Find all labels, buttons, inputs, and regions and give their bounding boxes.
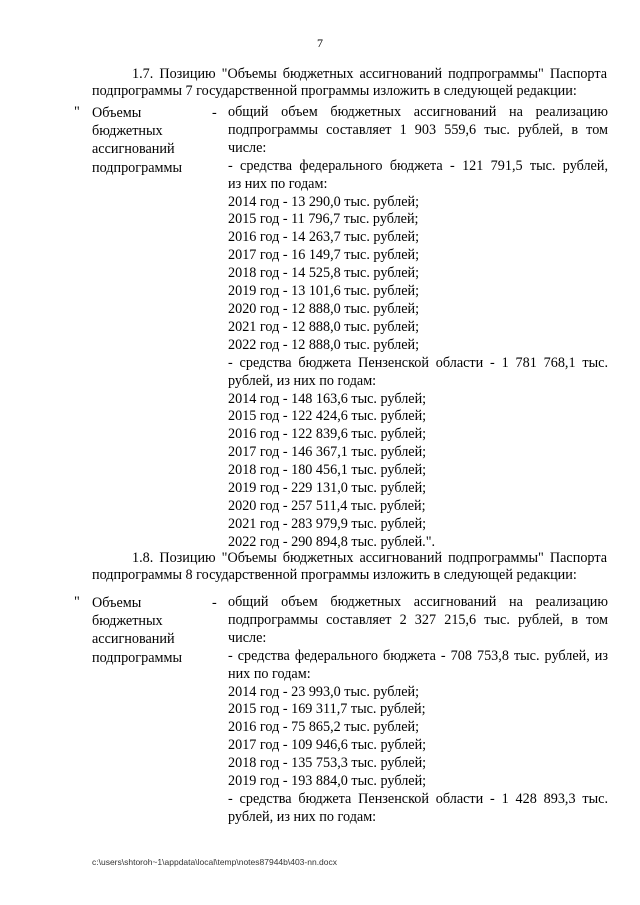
text-line: 2015 год - 122 424,6 тыс. рублей; (228, 408, 427, 425)
opening-quote: " (74, 594, 80, 610)
text-line: - средства бюджета Пензенской области - 1 428 893,3 тыс. (228, 790, 608, 807)
text-line: 2020 год - 257 511,4 тыс. рублей; (228, 497, 426, 514)
text-line: общий объем бюджетных ассигнований на реализацию (228, 104, 608, 120)
text-line: 2021 год - 283 979,9 тыс. рублей; (228, 515, 427, 532)
text-line: 2019 год - 13 101,6 тыс. рублей; (228, 283, 420, 300)
file-path-footer: c:\users\shtoroh~1\appdata\local\temp\notes87944b\403-nn.docx (92, 857, 338, 867)
text-line: 2018 год - 135 753,3 тыс. рублей; (228, 755, 427, 772)
label-line: ассигнований (92, 141, 175, 158)
text-line: 2016 год - 14 263,7 тыс. рублей; (228, 229, 420, 246)
dash-separator: - (212, 595, 217, 611)
intro-line: подпрограммы 8 государственной программы изложить в следующей редакции: (92, 567, 577, 583)
label-line: бюджетных (92, 123, 163, 140)
text-line: 2021 год - 12 888,0 тыс. рублей; (228, 318, 420, 335)
label-line: подпрограммы (92, 159, 182, 176)
text-line: из них по годам: (228, 175, 328, 192)
value-column (228, 104, 608, 552)
text-line: 2018 год - 180 456,1 тыс. рублей; (228, 462, 427, 479)
text-line: - средства федерального бюджета - 708 753,8 тыс. рублей, из (228, 647, 608, 664)
label-line: ассигнований (92, 631, 175, 648)
text-line: 2014 год - 13 290,0 тыс. рублей; (228, 193, 420, 210)
text-line: числе: (228, 629, 267, 646)
text-line: - средства федерального бюджета - 121 791,5 тыс. рублей, (228, 157, 608, 174)
intro-line: подпрограммы 7 государственной программы изложить в следующей редакции: (92, 83, 577, 99)
label-line: Объемы (92, 105, 142, 121)
text-line: числе: (228, 139, 267, 156)
text-line: 2016 год - 122 839,6 тыс. рублей; (228, 426, 427, 443)
section-1-8-intro (92, 550, 607, 584)
page-number: 7 (317, 36, 323, 50)
opening-quote: " (74, 104, 80, 120)
text-line: рублей, из них по годам: (228, 808, 377, 825)
text-line: них по годам: (228, 665, 311, 682)
value-column (228, 594, 608, 827)
text-line: 2019 год - 229 131,0 тыс. рублей; (228, 480, 427, 497)
text-line: подпрограммы составляет 2 327 215,6 тыс. рублей, в том (228, 611, 608, 628)
label-column (92, 104, 202, 177)
text-line: 2014 год - 23 993,0 тыс. рублей; (228, 683, 420, 700)
text-line: 2015 год - 11 796,7 тыс. рублей; (228, 211, 419, 228)
text-line: 2020 год - 12 888,0 тыс. рублей; (228, 300, 420, 317)
text-line: 2022 год - 12 888,0 тыс. рублей; (228, 336, 420, 353)
intro-line: 1.8. Позицию "Объемы бюджетных ассигнований подпрограммы" Паспорта (132, 550, 607, 566)
text-line: 2017 год - 109 946,6 тыс. рублей; (228, 737, 427, 754)
intro-line: 1.7. Позицию "Объемы бюджетных ассигнований подпрограммы" Паспорта (132, 66, 607, 82)
label-line: бюджетных (92, 613, 163, 630)
label-line: подпрограммы (92, 649, 182, 666)
text-line: 2017 год - 16 149,7 тыс. рублей; (228, 247, 420, 264)
text-line: - средства бюджета Пензенской области - 1 781 768,1 тыс. (228, 354, 608, 371)
dash-separator: - (212, 105, 217, 121)
text-line: 2019 год - 193 884,0 тыс. рублей; (228, 773, 427, 790)
text-line: рублей, из них по годам: (228, 372, 377, 389)
text-line: подпрограммы составляет 1 903 559,6 тыс. рублей, в том (228, 121, 608, 138)
section-1-7-intro (92, 66, 607, 100)
text-line: 2015 год - 169 311,7 тыс. рублей; (228, 701, 426, 718)
text-line: 2014 год - 148 163,6 тыс. рублей; (228, 390, 427, 407)
text-line: 2022 год - 290 894,8 тыс. рублей.". (228, 533, 436, 550)
label-column (92, 594, 202, 667)
text-line: 2016 год - 75 865,2 тыс. рублей; (228, 719, 420, 736)
text-line: 2017 год - 146 367,1 тыс. рублей; (228, 444, 427, 461)
label-line: Объемы (92, 595, 142, 611)
text-line: 2018 год - 14 525,8 тыс. рублей; (228, 265, 420, 282)
text-line: общий объем бюджетных ассигнований на реализацию (228, 594, 608, 610)
